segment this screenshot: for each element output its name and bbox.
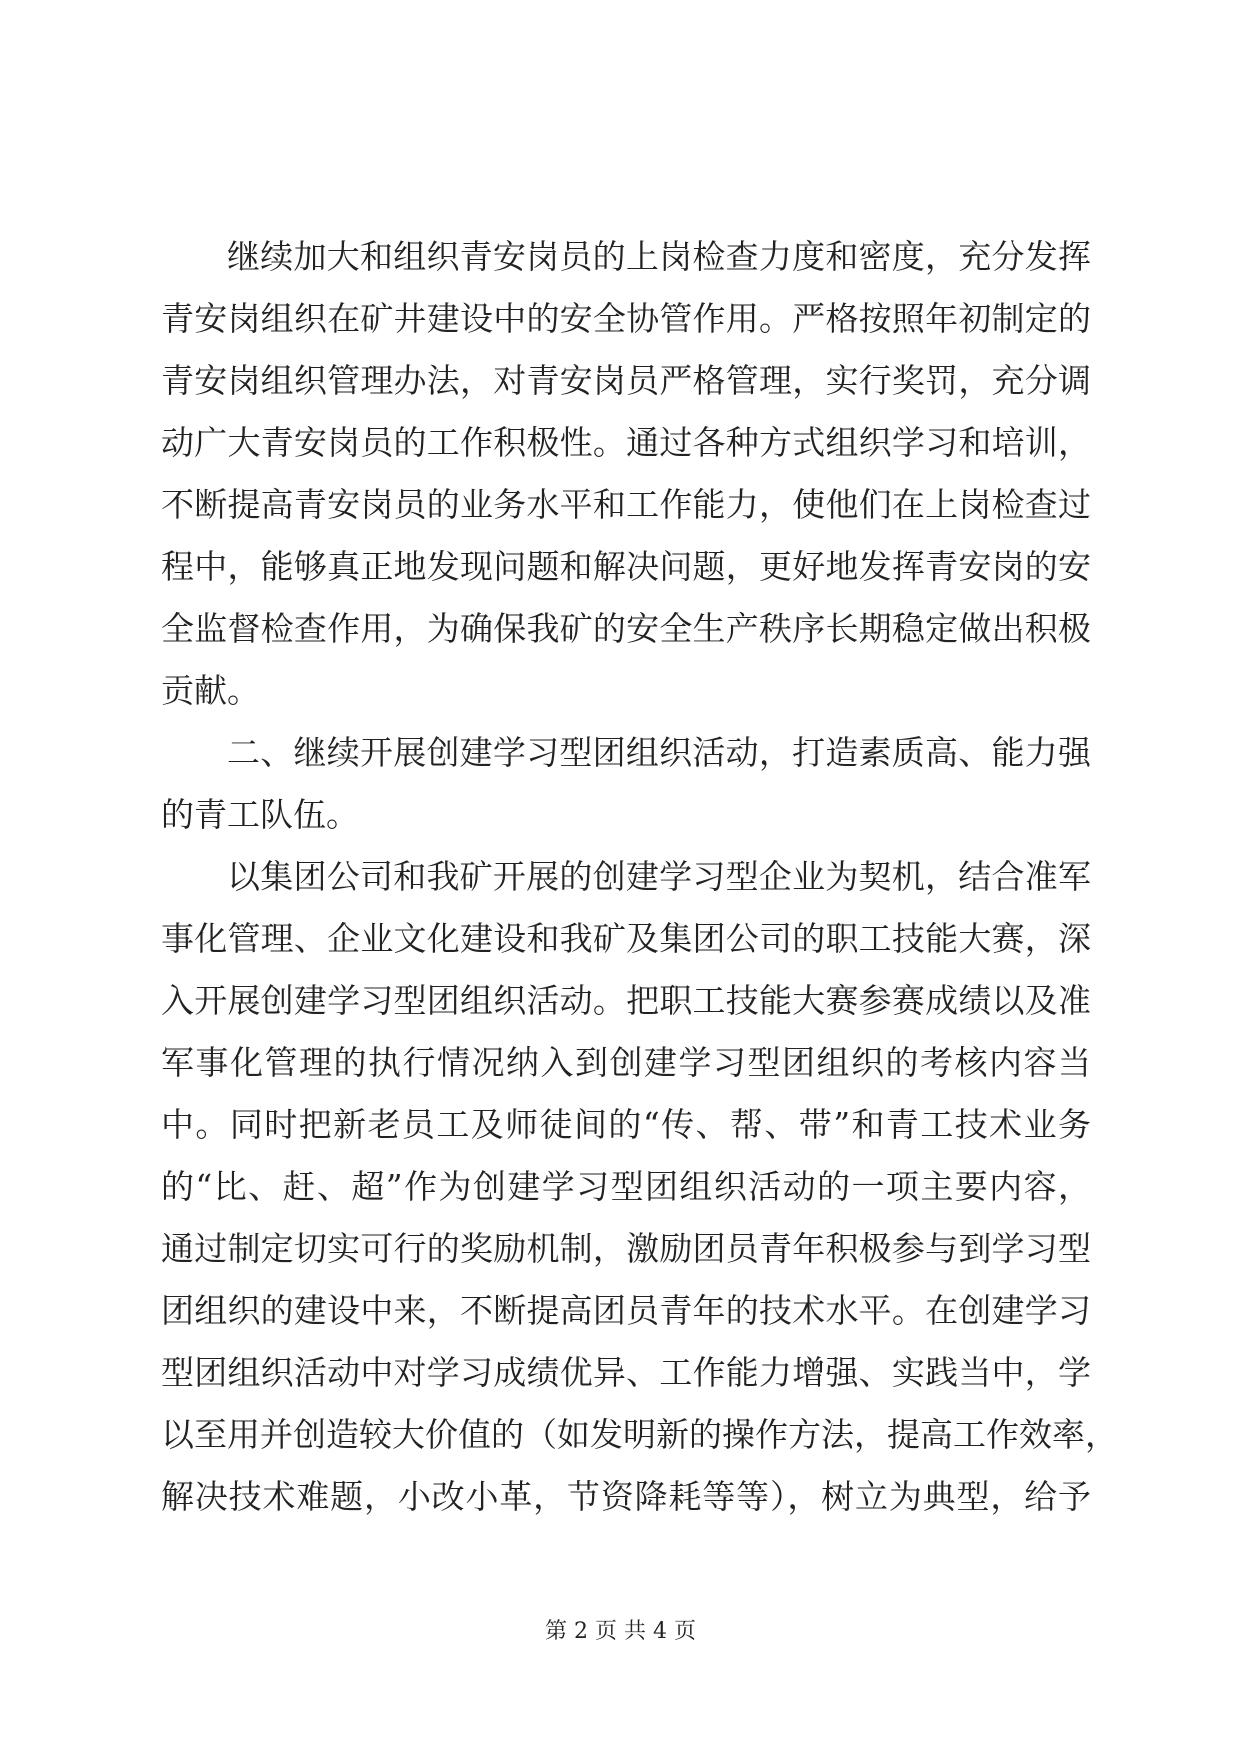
- paragraph-3-line-11: 解决技术难题，小改小革，节资降耗等等），树立为典型，给予: [161, 1477, 1091, 1516]
- paragraph-3-line-3: 入开展创建学习型团组织活动。把职工技能大赛参赛成绩以及准: [161, 981, 1091, 1020]
- paragraph-3-line-10: 以至用并创造较大价值的（如发明新的操作方法，提高工作效率，: [161, 1415, 1118, 1454]
- paragraph-3-line-8: 团组织的建设中来，不断提高团员青年的技术水平。在创建学习: [161, 1291, 1091, 1330]
- paragraph-3-line-5: 中。同时把新老员工及师徒间的“传、帮、带”和青工技术业务: [161, 1105, 1091, 1144]
- page-number-footer: 第 2 页 共 4 页: [545, 1619, 696, 1644]
- paragraph-1-line-2: 青安岗组织在矿井建设中的安全协管作用。严格按照年初制定的: [161, 299, 1091, 338]
- paragraph-3-line-4: 军事化管理的执行情况纳入到创建学习型团组织的考核内容当: [161, 1043, 1091, 1082]
- paragraph-3-line-9: 型团组织活动中对学习成绩优异、工作能力增强、实践当中，学: [161, 1353, 1091, 1392]
- paragraph-1-line-5: 不断提高青安岗员的业务水平和工作能力，使他们在上岗检查过: [161, 485, 1091, 524]
- paragraph-1-line-3: 青安岗组织管理办法，对青安岗员严格管理，实行奖罚，充分调: [161, 361, 1091, 400]
- paragraph-1-line-4: 动广大青安岗员的工作积极性。通过各种方式组织学习和培训，: [161, 423, 1091, 462]
- paragraph-1-line-7: 全监督检查作用，为确保我矿的安全生产秩序长期稳定做出积极: [161, 609, 1091, 648]
- paragraph-3-line-2: 事化管理、企业文化建设和我矿及集团公司的职工技能大赛，深: [161, 919, 1091, 958]
- paragraph-3-line-6: 的“比、赶、超”作为创建学习型团组织活动的一项主要内容，: [161, 1167, 1091, 1206]
- section-heading-line-1: 二、继续开展创建学习型团组织活动，打造素质高、能力强: [227, 733, 1091, 772]
- paragraph-1-line-6: 程中，能够真正地发现问题和解决问题，更好地发挥青安岗的安: [161, 547, 1091, 586]
- paragraph-1-line-1: 继续加大和组织青安岗员的上岗检查力度和密度，充分发挥: [227, 237, 1091, 276]
- paragraph-1-line-8: 贡献。: [161, 671, 260, 710]
- document-body: [161, 226, 1118, 1528]
- paragraph-3-line-1: 以集团公司和我矿开展的创建学习型企业为契机，结合准军: [227, 857, 1091, 896]
- section-heading-line-2: 的青工队伍。: [161, 795, 359, 834]
- paragraph-3-line-7: 通过制定切实可行的奖励机制，激励团员青年积极参与到学习型: [161, 1229, 1091, 1268]
